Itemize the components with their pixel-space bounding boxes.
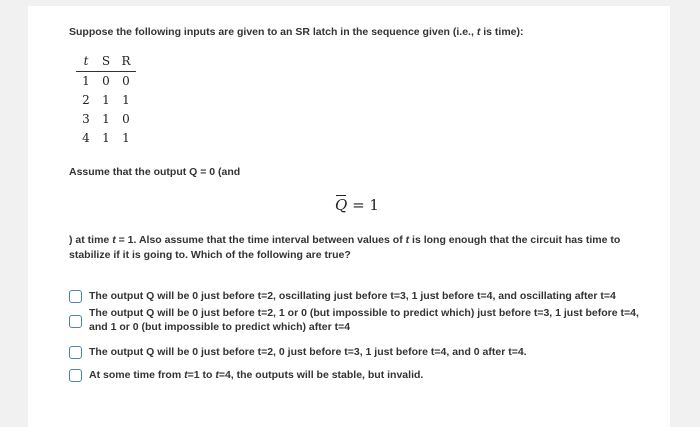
- table-cell: 0: [122, 112, 130, 126]
- table-row: [76, 129, 136, 148]
- table-cell: 1: [82, 74, 90, 88]
- para-part-2: = 1. Also assume that the time interval between values of: [115, 234, 406, 246]
- table-cell: 3: [82, 112, 90, 126]
- checkbox-icon[interactable]: [69, 315, 82, 328]
- option-4-part-c: =4, the outputs will be stable, but invalid.: [218, 369, 424, 381]
- answer-option-4[interactable]: [69, 368, 659, 382]
- checkbox-icon[interactable]: [69, 369, 82, 382]
- header-s: S: [96, 52, 116, 72]
- qbar-equation: [335, 196, 379, 214]
- intro-var: t: [476, 26, 481, 38]
- option-label: The output Q will be 0 just before t=2, oscillating just before t=3, 1 just before t=4, and oscillating after t=4: [89, 290, 616, 302]
- table-cell: 1: [122, 131, 130, 145]
- table-cell: 1: [102, 93, 110, 107]
- table-row: [76, 91, 136, 110]
- table-cell: 0: [102, 74, 110, 88]
- intro-suffix: is time):: [480, 26, 524, 38]
- para-part-3: is long enough that the circuit has time to stabilize if it is going to. Which of the following are true?: [69, 234, 621, 261]
- answer-option-1[interactable]: [69, 289, 659, 303]
- checkbox-icon[interactable]: [69, 346, 82, 359]
- input-table: [76, 52, 136, 148]
- qbar-symbol: Q: [335, 196, 348, 214]
- para-var-2: t: [405, 234, 410, 246]
- option-4-part-a: At some time from: [89, 369, 185, 381]
- option-label: [89, 369, 423, 381]
- option-4-var-1: t: [184, 369, 188, 381]
- question-intro: [69, 26, 524, 38]
- table-row: [76, 110, 136, 129]
- para-var-1: t: [112, 234, 116, 246]
- qbar-rhs: = 1: [352, 196, 379, 214]
- option-label: The output Q will be 0 just before t=2, 1 or 0 (but impossible to predict which) just before t=3, 1 just before t=4, and 1 or 0 (but impossible to predict which) after t=4: [89, 307, 639, 333]
- header-r: R: [116, 52, 136, 72]
- answer-option-2[interactable]: [69, 306, 659, 334]
- assume-text: Assume that the output Q = 0 (and: [69, 166, 241, 178]
- header-t: t: [76, 52, 96, 72]
- option-4-var-2: t: [215, 369, 219, 381]
- table-cell: 1: [102, 131, 110, 145]
- table-header-row: [76, 52, 136, 72]
- option-4-part-b: =1 to: [187, 369, 216, 381]
- table-cell: 1: [122, 93, 130, 107]
- answer-option-3[interactable]: [69, 345, 659, 359]
- para-part-1: ) at time: [69, 234, 113, 246]
- question-paragraph: [69, 233, 629, 263]
- table-cell: 0: [122, 74, 130, 88]
- table-cell: 1: [102, 112, 110, 126]
- option-label: The output Q will be 0 just before t=2, 0 just before t=3, 1 just before t=4, and 0 after t=4.: [89, 346, 527, 358]
- intro-prefix: Suppose the following inputs are given to an SR latch in the sequence given (i.e.,: [69, 26, 477, 38]
- table-cell: 4: [82, 131, 90, 145]
- checkbox-icon[interactable]: [69, 290, 82, 303]
- table-row: [76, 72, 136, 92]
- table-cell: 2: [82, 93, 90, 107]
